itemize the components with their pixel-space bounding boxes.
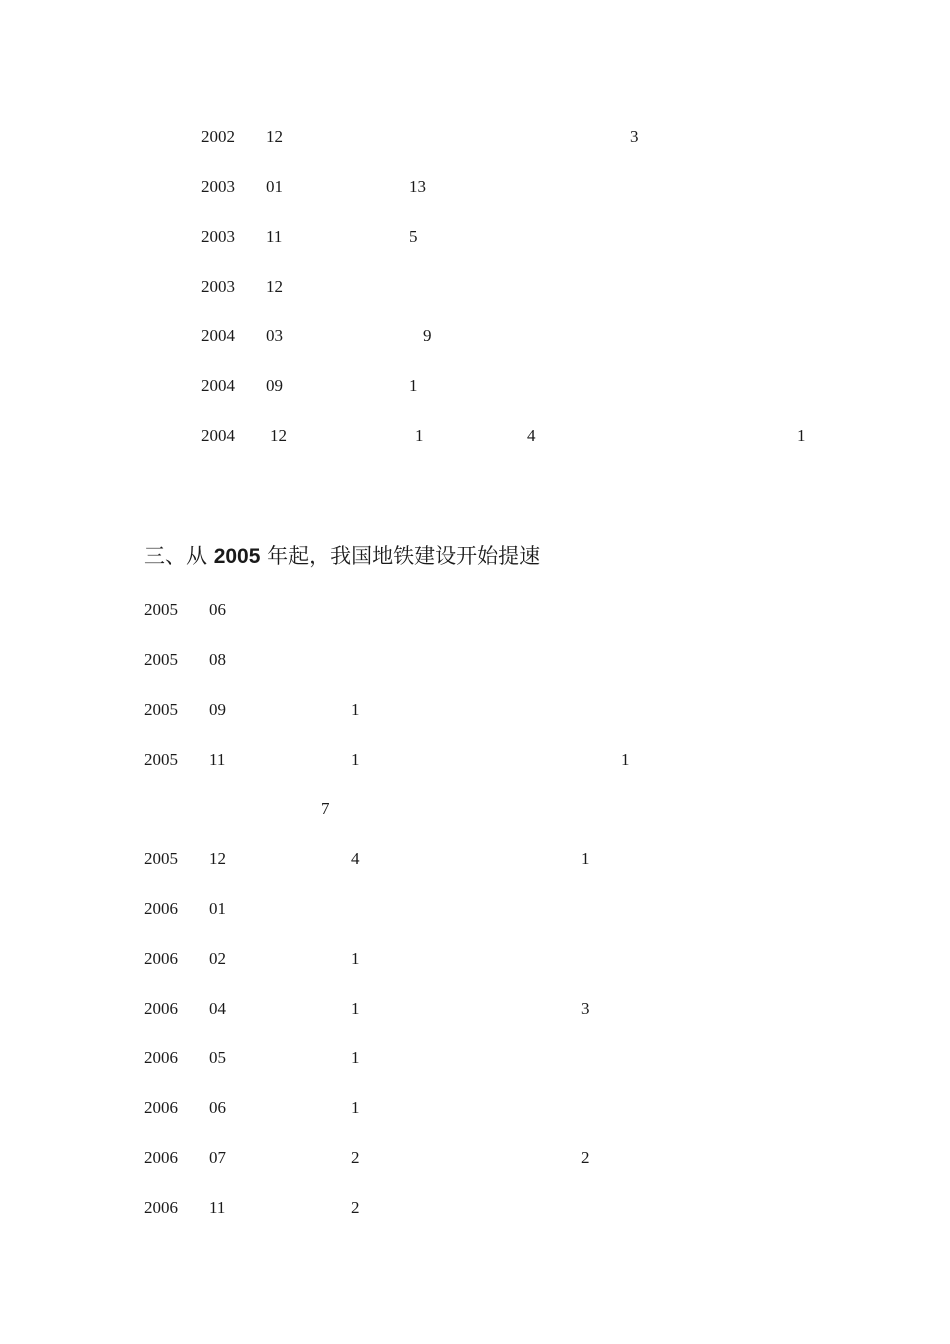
value-cell: 4 [527,426,536,445]
month-cell: 01 [266,177,283,196]
year-cell: 2006 [144,1148,178,1167]
year-cell: 2004 [201,426,235,445]
month-cell: 06 [209,600,226,619]
value-cell: 3 [581,999,590,1018]
heading-prefix: 三、从 [144,544,214,568]
value-cell: 2 [351,1198,360,1217]
year-cell: 2004 [201,326,235,345]
month-cell: 12 [209,849,226,868]
value-cell: 1 [351,700,360,719]
value-cell: 2 [351,1148,360,1167]
month-cell: 08 [209,650,226,669]
value-cell: 1 [351,1048,360,1067]
value-cell: 1 [797,426,806,445]
month-cell: 12 [270,426,287,445]
month-cell: 07 [209,1148,226,1167]
month-cell: 11 [209,1198,226,1217]
value-cell: 1 [621,750,630,769]
value-cell: 1 [581,849,590,868]
year-cell: 2006 [144,949,178,968]
value-cell: 1 [409,376,418,395]
year-cell: 2005 [144,600,178,619]
month-cell: 11 [266,227,283,246]
value-cell: 7 [321,799,330,818]
month-cell: 01 [209,899,226,918]
value-cell: 9 [423,326,432,345]
month-cell: 05 [209,1048,226,1067]
value-cell: 1 [351,999,360,1018]
year-cell: 2006 [144,899,178,918]
value-cell: 13 [409,177,426,196]
heading-suffix: 年起，我国地铁建设开始提速 [260,544,541,568]
year-cell: 2005 [144,849,178,868]
month-cell: 12 [266,127,283,146]
value-cell: 1 [351,1098,360,1117]
month-cell: 06 [209,1098,226,1117]
value-cell: 2 [581,1148,590,1167]
month-cell: 12 [266,277,283,296]
section-heading [144,546,540,567]
year-cell: 2005 [144,750,178,769]
month-cell: 02 [209,949,226,968]
value-cell: 1 [351,750,360,769]
heading-year: 2005 [213,545,261,568]
year-cell: 2005 [144,700,178,719]
value-cell: 4 [351,849,360,868]
year-cell: 2003 [201,177,235,196]
month-cell: 09 [266,376,283,395]
year-cell: 2006 [144,999,178,1018]
value-cell: 1 [351,949,360,968]
value-cell: 5 [409,227,418,246]
year-cell: 2006 [144,1198,178,1217]
value-cell: 1 [415,426,424,445]
year-cell: 2006 [144,1048,178,1067]
year-cell: 2006 [144,1098,178,1117]
year-cell: 2003 [201,277,235,296]
value-cell: 3 [630,127,639,146]
month-cell: 11 [209,750,226,769]
month-cell: 03 [266,326,283,345]
year-cell: 2004 [201,376,235,395]
year-cell: 2002 [201,127,235,146]
year-cell: 2005 [144,650,178,669]
year-cell: 2003 [201,227,235,246]
month-cell: 04 [209,999,226,1018]
month-cell: 09 [209,700,226,719]
